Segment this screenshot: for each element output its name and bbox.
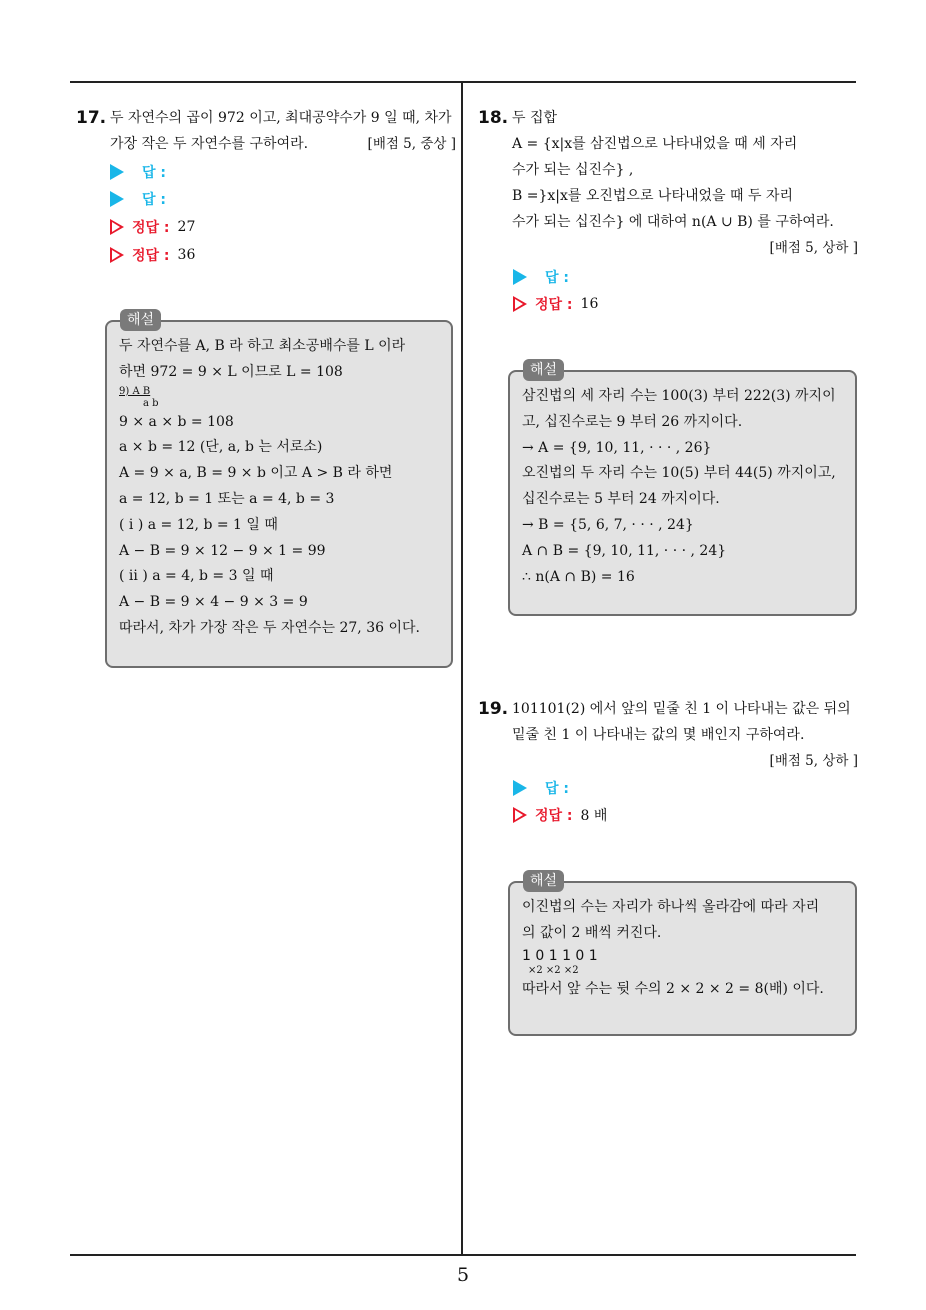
- explanation-line: 이진법의 수는 자리가 하나씩 올라감에 따라 자리: [522, 899, 820, 915]
- answer-blank[interactable]: [110, 187, 166, 211]
- play-icon: [110, 164, 124, 180]
- explanation-line: 따라서, 차가 가장 작은 두 자연수는 27, 36 이다.: [119, 619, 420, 636]
- explanation-line: a × b = 12 (단, a, b 는 서로소): [119, 439, 323, 456]
- explanation-tag: 해설: [523, 359, 564, 381]
- explanation-line: → B = {5, 6, 7, · · · , 24}: [522, 516, 694, 533]
- question-number: 17.: [76, 108, 107, 128]
- correct-answer-value: 36: [177, 247, 196, 263]
- binary-digits: 1 0 1 1 0 1: [522, 947, 598, 964]
- top-rule: [70, 81, 856, 83]
- multiplier-annotation: ×2 ×2 ×2: [528, 964, 579, 976]
- question-text-line: 밑줄 친 1 이 나타내는 값의 몇 배인지 구하여라.: [512, 727, 805, 743]
- score-label: [배점 5, 상하 ]: [769, 240, 858, 256]
- explanation-line: 의 값이 2 배씩 커진다.: [522, 924, 662, 941]
- correct-answer-value: 8 배: [580, 808, 608, 824]
- question-17: [76, 105, 456, 157]
- play-icon: [110, 191, 124, 207]
- triangle-outline-icon: [513, 807, 527, 823]
- triangle-outline-icon: [110, 247, 124, 263]
- answer-label: 답 :: [545, 781, 569, 797]
- correct-answer: [513, 803, 607, 827]
- correct-answer-label: 정답 :: [535, 297, 573, 313]
- column-divider: [461, 82, 463, 1255]
- explanation-line: 오진법의 두 자리 수는 10(5) 부터 44(5) 까지이고,: [522, 465, 836, 482]
- correct-answer-label: 정답 :: [132, 248, 170, 264]
- question-text-line: 두 자연수의 곱이 972 이고, 최대공약수가 9 일 때, 차가: [110, 110, 452, 126]
- question-text-line: 수가 되는 십진수} 에 대하여 n(A ∪ B) 를 구하여라.: [512, 214, 834, 230]
- bottom-rule: [70, 1254, 856, 1256]
- correct-answer: [110, 215, 195, 239]
- explanation-line: ( i ) a = 12, b = 1 일 때: [119, 516, 278, 533]
- correct-answer-value: 16: [580, 296, 599, 312]
- answer-label: 답 :: [142, 165, 166, 181]
- answer-blank[interactable]: [513, 776, 569, 800]
- explanation-line: ∴ n(A ∩ B) = 16: [522, 568, 635, 585]
- explanation-line: 하면 972 = 9 × L 이므로 L = 108: [119, 363, 343, 380]
- answer-label: 답 :: [142, 192, 166, 208]
- explanation-box: [508, 881, 857, 1036]
- explanation-line: 십진수로는 5 부터 24 까지이다.: [522, 491, 720, 508]
- correct-answer: [110, 243, 195, 267]
- answer-label: 답 :: [545, 270, 569, 286]
- explanation-line: a = 12, b = 1 또는 a = 4, b = 3: [119, 490, 335, 507]
- correct-answer: [513, 292, 598, 316]
- correct-answer-label: 정답 :: [535, 808, 573, 824]
- question-text-line: 두 집합: [512, 110, 558, 126]
- explanation-line: → A = {9, 10, 11, · · · , 26}: [522, 439, 712, 456]
- question-text-line: 수가 되는 십진수} ,: [512, 162, 634, 178]
- question-number: 19.: [478, 699, 509, 719]
- explanation-tag: 해설: [120, 309, 161, 331]
- explanation-line: 두 자연수를 A, B 라 하고 최소공배수를 L 이라: [119, 338, 406, 354]
- question-text-line: 101101(2) 에서 앞의 밑줄 친 1 이 나타내는 값은 뒤의: [512, 701, 851, 717]
- explanation-line: A = 9 × a, B = 9 × b 이고 A > B 라 하면: [119, 465, 393, 482]
- division-diagram: 9) A B a b: [119, 385, 159, 409]
- explanation-line: 9 × a × b = 108: [119, 413, 234, 430]
- triangle-outline-icon: [513, 296, 527, 312]
- page-number: 5: [456, 1264, 470, 1286]
- answer-blank[interactable]: [110, 160, 166, 184]
- correct-answer-label: 정답 :: [132, 220, 170, 236]
- question-text-line: 가장 작은 두 자연수를 구하여라.: [110, 136, 309, 152]
- question-number: 18.: [478, 108, 509, 128]
- triangle-outline-icon: [110, 219, 124, 235]
- explanation-line: 따라서 앞 수는 뒷 수의 2 × 2 × 2 = 8(배) 이다.: [522, 980, 824, 997]
- question-text-line: A = {x|x를 삼진법으로 나타내었을 때 세 자리: [512, 136, 798, 152]
- play-icon: [513, 269, 527, 285]
- explanation-line: 고, 십진수로는 9 부터 26 까지이다.: [522, 413, 743, 430]
- explanation-line: A ∩ B = {9, 10, 11, · · · , 24}: [522, 542, 727, 559]
- answer-blank[interactable]: [513, 265, 569, 289]
- explanation-line: A − B = 9 × 12 − 9 × 1 = 99: [119, 542, 326, 559]
- question-text-line: B =}x|x를 오진법으로 나타내었을 때 두 자리: [512, 188, 793, 204]
- question-19: [478, 696, 858, 774]
- explanation-line: A − B = 9 × 4 − 9 × 3 = 9: [119, 594, 308, 611]
- explanation-box: [508, 370, 857, 616]
- question-18: [478, 105, 858, 261]
- explanation-line: ( ii ) a = 4, b = 3 일 때: [119, 568, 274, 585]
- play-icon: [513, 780, 527, 796]
- explanation-box: [105, 320, 453, 668]
- explanation-line: 삼진법의 세 자리 수는 100(3) 부터 222(3) 까지이: [522, 388, 836, 404]
- score-label: [배점 5, 상하 ]: [769, 753, 858, 769]
- score-label: [배점 5, 중상 ]: [367, 136, 456, 152]
- explanation-tag: 해설: [523, 870, 564, 892]
- correct-answer-value: 27: [177, 219, 196, 235]
